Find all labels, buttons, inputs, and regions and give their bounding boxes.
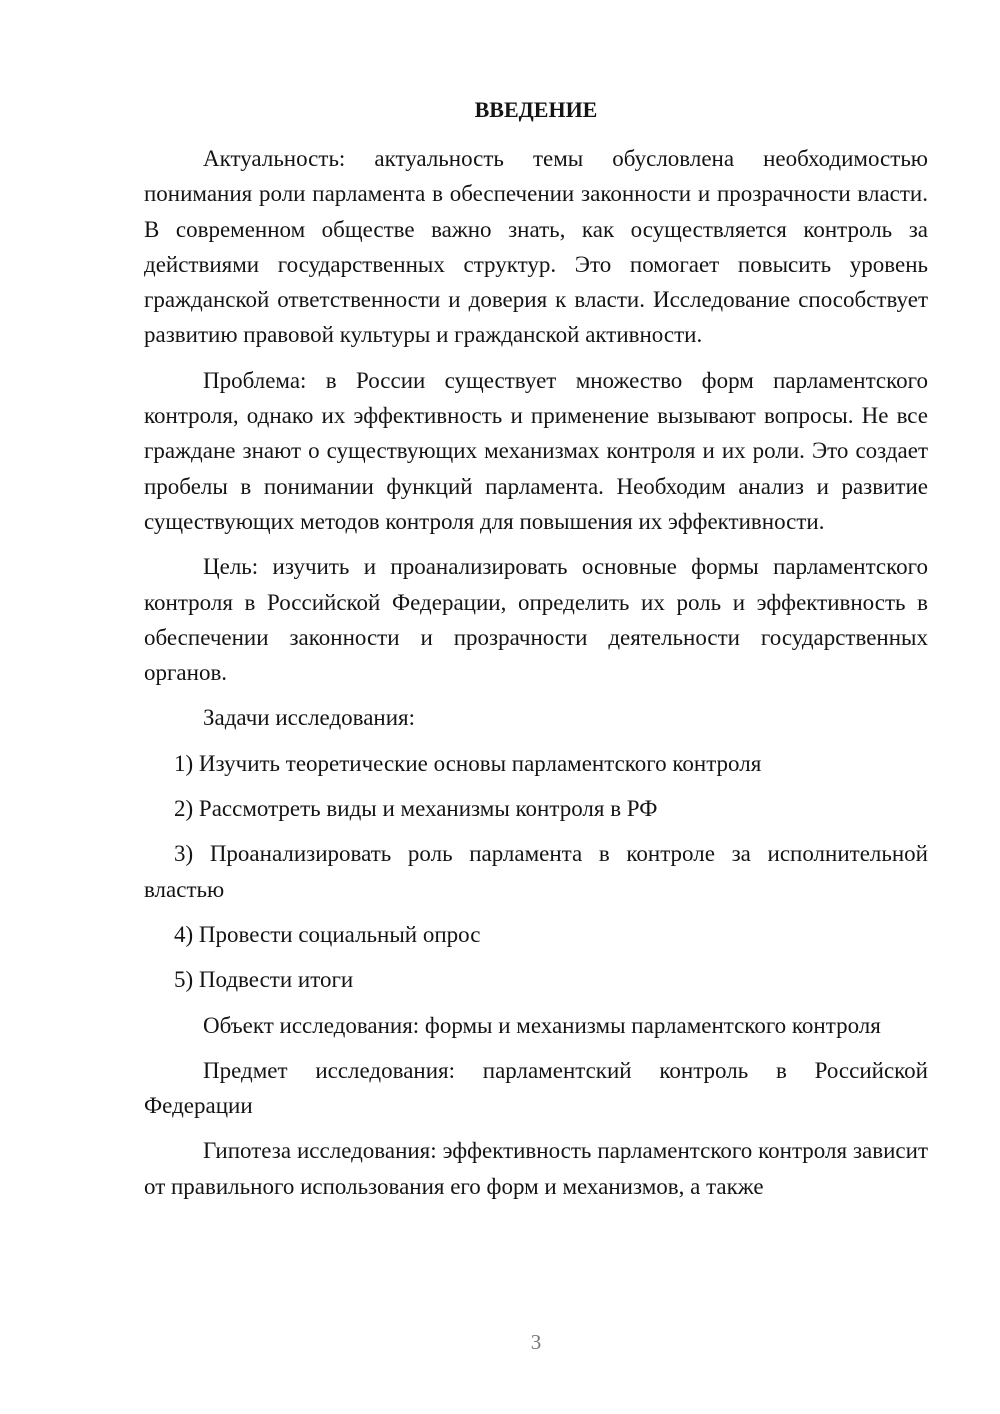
goal-paragraph: Цель: изучить и проанализировать основные формы парламентского контроля в Российской Федерации, определить их роль и эффективность в обеспечении законности и прозрачности деятельности государственных органов.	[144, 554, 928, 686]
task-item: 3) Проанализировать роль парламента в контроле за исполнительной властью	[144, 841, 928, 902]
task-item: 2) Рассмотреть виды и механизмы контроля в РФ	[174, 796, 658, 822]
problem-paragraph: Проблема: в России существует множество форм парламентского контроля, однако их эффективность и применение вызывают вопросы. Не все граждане знают о существующих механизмах контроля и их роли. Это создает пробелы в понимании функций парламента. Необходим анализ и развитие существующих методов контроля для повышения их эффективности.	[144, 367, 928, 534]
object-paragraph: Объект исследования: формы и механизмы парламентского контроля	[203, 1012, 881, 1038]
task-item: 1) Изучить теоретические основы парламентского контроля	[174, 750, 762, 776]
page-content	[144, 92, 928, 1204]
task-item: 4) Провести социальный опрос	[174, 921, 481, 947]
section-title: ВВЕДЕНИЕ	[474, 97, 598, 122]
page-number: 3	[530, 1330, 542, 1354]
subject-paragraph: Предмет исследования: парламентский контроль в Российской Федерации	[144, 1057, 928, 1119]
tasks-heading: Задачи исследования:	[203, 705, 416, 731]
hypothesis-paragraph: Гипотеза исследования: эффективность парламентского контроля зависит от правильного использования его форм и механизмов, а также	[144, 1138, 928, 1199]
relevance-paragraph: Актуальность: актуальность темы обусловлена необходимостью понимания роли парламента в обеспечении законности и прозрачности власти. В современном обществе важно знать, как осуществляется контроль за действиями государственных структур. Это помогает повысить уровень гражданской ответственности и доверия к власти. Исследование способствует развитию правовой культуры и гражданской активности.	[144, 146, 928, 348]
task-item: 5) Подвести итоги	[174, 967, 354, 993]
